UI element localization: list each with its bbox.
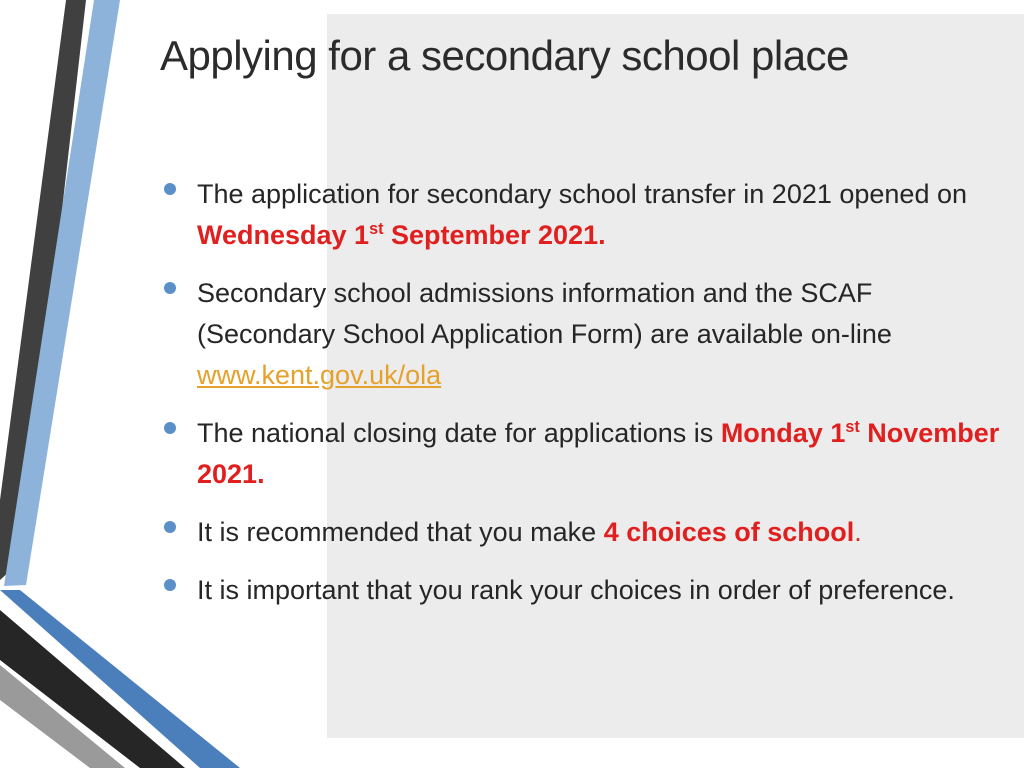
kent-ola-link[interactable]: www.kent.gov.uk/ola [197,360,442,390]
opening-date-highlight [197,220,606,250]
opening-date-ordinal: st [369,220,384,238]
choices-highlight: 4 choices of school [603,517,855,547]
opening-date-day: Wednesday 1 [197,220,370,250]
opening-date-month-year: September 2021. [383,220,606,250]
bullet-list [160,174,1000,628]
bullet-item-scaf-info [160,273,1000,396]
choices-period: . [854,517,862,547]
slide-title: Applying for a secondary school place [160,32,849,79]
bullet-text: It is important that you rank your choices in order of preference. [197,575,955,605]
bullet-dot-icon [164,521,176,533]
bullet-item-choices [160,512,1000,553]
closing-date-month-year: November 2021. [197,418,1000,489]
bullet-dot-icon [164,183,176,195]
closing-date-day: Monday 1 [720,418,846,448]
bullet-item-ranking [160,570,1000,611]
closing-date-ordinal: st [845,418,860,436]
bullet-item-application-opened [160,174,1000,256]
bullet-text: The national closing date for applications is [197,418,721,448]
bullet-item-closing-date [160,413,1000,495]
bullet-dot-icon [164,282,176,294]
bullet-text: It is recommended that you make [197,517,604,547]
bullet-dot-icon [164,422,176,434]
bullet-text: Secondary school admissions information and the SCAF (Secondary School Application Form) are available on-line [197,278,892,349]
bullet-dot-icon [164,579,176,591]
bullet-text: The application for secondary school transfer in 2021 opened on [197,179,968,209]
